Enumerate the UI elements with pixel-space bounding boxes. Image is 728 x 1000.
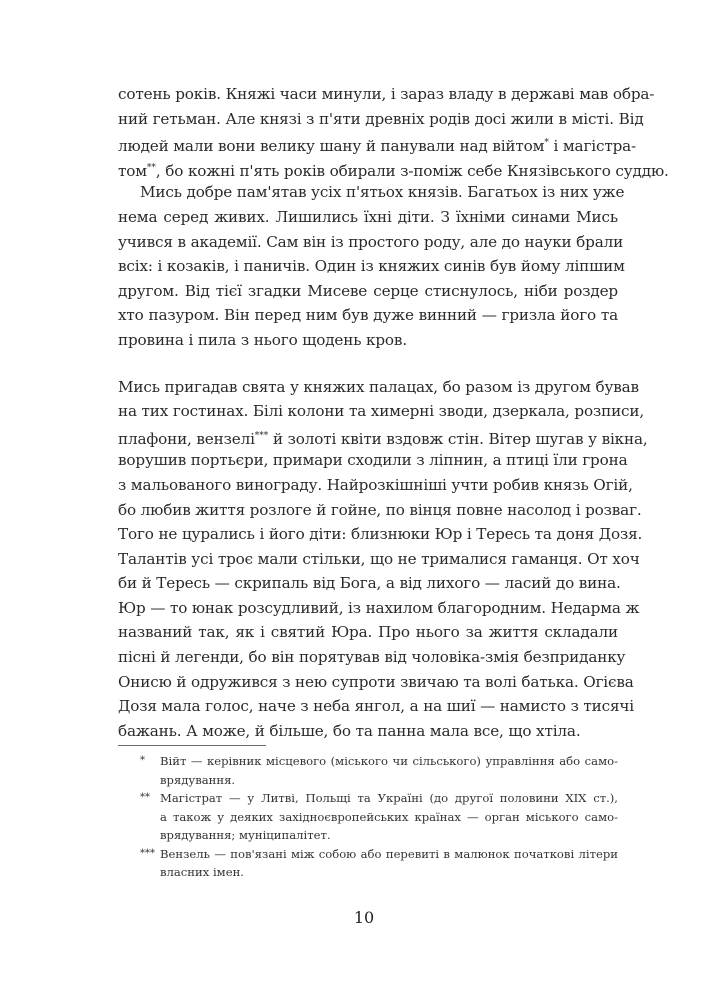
text-line: Онисю й одружився з нею супроти звичаю та волі батька. Огієва — [118, 672, 634, 691]
text-fragment: плафони, вензелі — [118, 429, 255, 448]
paragraph — [118, 82, 669, 180]
footnote-mark: * — [140, 755, 145, 766]
text-line — [118, 131, 637, 156]
footnote-3 — [118, 845, 618, 882]
text-fragment: й золоті квіти вздовж стін. Вітер шугав у вікна, — [268, 429, 648, 448]
text-fragment: том — [118, 161, 147, 180]
text-line: другом. Від тієї згадки Мисеве серце стиснулось, ніби роздер — [118, 281, 618, 300]
text-line: Дозя мала голос, наче з неба янгол, а на шиї — намисто з тисячі — [118, 697, 635, 716]
text-line: Мись пригадав свята у княжих палацах, бо разом із другом бував — [118, 377, 639, 396]
text-line: пісні й легенди, бо він порятував від чоловіка-змія безприданку — [118, 648, 626, 667]
footnote-2 — [118, 789, 618, 845]
text-line: хто пазуром. Він перед ним був дуже винний — гризла його та — [118, 306, 618, 325]
text-line: ворушив портьєри, примари сходили з ліпнин, а птиці їли грона — [118, 451, 628, 470]
text-line: бажань. А може, й більше, бо та панна мала все, що хтіла. — [118, 721, 581, 740]
footnote-mark: *** — [140, 847, 155, 859]
paragraph — [118, 180, 625, 352]
text-line: Юр — то юнак розсудливий, із нахилом благородним. Недарма ж — [118, 598, 640, 617]
footnote-line: а також у деяких західноєвропейських країнах — орган міського само- — [160, 809, 618, 824]
text-line: нема серед живих. Лишились їхні діти. З їхніми синами Мись — [118, 207, 618, 226]
paragraph — [118, 375, 648, 744]
text-line: названий так, як і святий Юра. Про нього за життя складали — [118, 623, 618, 642]
footnote-ref-1: * — [544, 138, 549, 149]
footnote-line: власних імен. — [160, 865, 244, 879]
text-line: бо любив життя розлоге й гойне, по вінця повне насолод і розваг. — [118, 500, 642, 519]
footnote-line: врядування; муніципалітет. — [160, 828, 331, 842]
text-line: учився в академії. Сам він із простого роду, але до науки брали — [118, 232, 624, 251]
footnotes — [118, 752, 618, 882]
text-line: сотень років. Княжі часи минули, і зараз владу в державі мав обра- — [118, 85, 655, 103]
footnote-line: Вензель — пов'язані між собою або перевиті в малюнок початкові літери — [160, 846, 618, 861]
text-line: би й Тересь — скрипаль від Бога, а від лихого — ласий до вина. — [118, 574, 621, 593]
footnote-line: врядування. — [160, 772, 236, 787]
text-line: Того не цурались і його діти: близнюки Юр і Тересь та доня Дозя. — [118, 525, 643, 544]
footnote-line: Війт — керівник місцевого (міського чи сільського) управління або само- — [160, 754, 618, 768]
text-line: ний гетьман. Але князі з п'яти древніх родів досі жили в місті. Від — [118, 109, 644, 128]
section-break — [118, 353, 618, 375]
footnote-ref-2: ** — [146, 162, 156, 173]
text-line — [118, 156, 669, 181]
text-fragment: і магістра- — [548, 137, 637, 156]
text-line: на тих гостинах. Білі колони та химерні зводи, дзеркала, розписи, — [118, 402, 645, 421]
text-line: з мальованого винограду. Найрозкішніші учти робив князь Огій, — [118, 475, 633, 494]
footnote-ref-3: *** — [254, 430, 269, 441]
footnote-mark: ** — [140, 792, 150, 803]
text-line: Мись добре пам'ятав усіх п'ятьох князів. Багатьох із них уже — [140, 183, 625, 202]
text-fragment: , бо кожні п'ять років обирали з-поміж себе Князівського суддю. — [155, 161, 669, 180]
footnote-separator — [118, 745, 266, 746]
book-page-body — [118, 82, 669, 743]
page-number: 10 — [353, 908, 375, 927]
footnote-line: Магістрат — у Литві, Польщі та Україні (до другої половини XIX ст.), — [160, 791, 618, 805]
text-line: провина і пила з нього щодень кров. — [118, 330, 408, 349]
footnote-1 — [118, 752, 618, 789]
text-line: всіх: і козаків, і паничів. Один із княжих синів був йому ліпшим — [118, 257, 625, 276]
text-line: Талантів усі троє мали стільки, що не трималися гаманця. От хоч — [118, 549, 640, 568]
text-line — [118, 424, 648, 449]
text-fragment: людей мали вони велику шану й панували над війтом — [118, 137, 545, 156]
